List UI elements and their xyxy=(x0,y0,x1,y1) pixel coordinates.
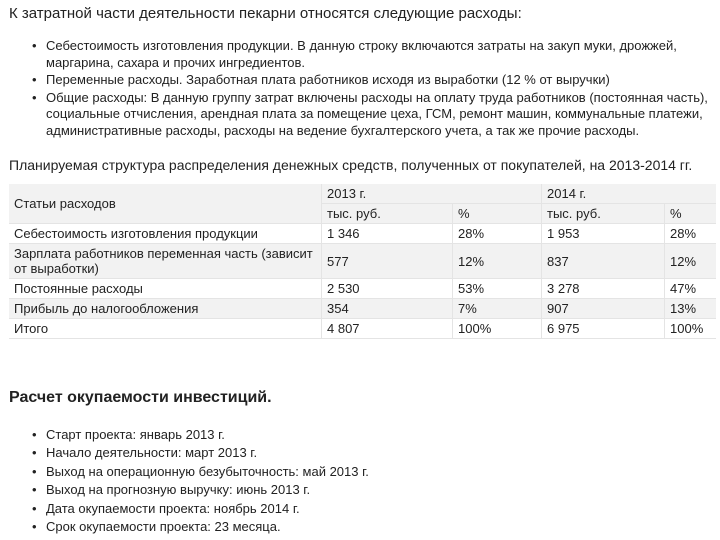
cell-value: 2 530 xyxy=(322,279,453,299)
row-label: Себестоимость изготовления продукции xyxy=(9,224,322,244)
table-row xyxy=(9,244,716,279)
unit-header-cell: % xyxy=(665,204,717,224)
roi-item: • Старт проекта: январь 2013 г. xyxy=(32,426,369,444)
intro-text: К затратной части деятельности пекарни относятся следующие расходы: xyxy=(9,5,522,22)
cell-value: 577 xyxy=(322,244,453,279)
cell-value: 4 807 xyxy=(322,319,453,339)
cell-percent: 12% xyxy=(453,244,542,279)
row-label: Прибыль до налогообложения xyxy=(9,299,322,319)
roi-item: • Срок окупаемости проекта: 23 месяца. xyxy=(32,518,369,536)
cell-value: 6 975 xyxy=(542,319,665,339)
cell-percent: 7% xyxy=(453,299,542,319)
cell-percent: 13% xyxy=(665,299,717,319)
expense-list xyxy=(32,38,712,140)
cell-percent: 12% xyxy=(665,244,717,279)
expense-item-general: • Общие расходы: В данную группу затрат включены расходы на оплату труда работников (постоянная часть), социальные отчисления, арендная плата за помещение цеха, ГСМ, ремонт машин, коммунальные платежи, административные расходы, расходы на ведение бухгалтерского учета, а так же прочие расходы. xyxy=(32,90,712,140)
cell-percent: 100% xyxy=(453,319,542,339)
row-label: Зарплата работников переменная часть (зависит от выработки) xyxy=(9,244,322,279)
roi-heading: Расчет окупаемости инвестиций. xyxy=(9,389,272,406)
unit-header-cell: тыс. руб. xyxy=(542,204,665,224)
table-row xyxy=(9,279,716,299)
year-2013-header: 2013 г. xyxy=(322,184,542,204)
roi-item: • Выход на операционную безубыточность: май 2013 г. xyxy=(32,463,369,481)
cell-percent: 53% xyxy=(453,279,542,299)
table-total-row xyxy=(9,319,716,339)
cell-percent: 28% xyxy=(665,224,717,244)
cell-value: 3 278 xyxy=(542,279,665,299)
row-header-cell: Статьи расходов xyxy=(9,184,322,224)
plan-title: Планируемая структура распределения денежных средств, полученных от покупателей, на 2013-2014 гг. xyxy=(9,157,693,173)
row-label: Постоянные расходы xyxy=(9,279,322,299)
cell-value: 907 xyxy=(542,299,665,319)
cell-percent: 28% xyxy=(453,224,542,244)
roi-item: • Начало деятельности: март 2013 г. xyxy=(32,444,369,462)
roi-item: • Дата окупаемости проекта: ноябрь 2014 г. xyxy=(32,500,369,518)
budget-table xyxy=(9,184,716,339)
unit-header-cell: тыс. руб. xyxy=(322,204,453,224)
expense-item-cost: • Себестоимость изготовления продукции. В данную строку включаются затраты на закуп муки, дрожжей, маргарина, сахара и прочих ингредиентов. xyxy=(32,38,712,71)
unit-header-cell: % xyxy=(453,204,542,224)
cell-value: 837 xyxy=(542,244,665,279)
cell-value: 1 953 xyxy=(542,224,665,244)
roi-item: • Выход на прогнозную выручку: июнь 2013 г. xyxy=(32,481,369,499)
cell-value: 1 346 xyxy=(322,224,453,244)
table-header-row xyxy=(9,184,716,204)
expense-item-variable: • Переменные расходы. Заработная плата работников исходя из выработки (12 % от выручки) xyxy=(32,72,712,89)
cell-percent: 47% xyxy=(665,279,717,299)
row-label: Итого xyxy=(9,319,322,339)
table-row xyxy=(9,299,716,319)
year-2014-header: 2014 г. xyxy=(542,184,717,204)
cell-value: 354 xyxy=(322,299,453,319)
table-row xyxy=(9,224,716,244)
roi-list xyxy=(32,426,369,536)
cell-percent: 100% xyxy=(665,319,717,339)
